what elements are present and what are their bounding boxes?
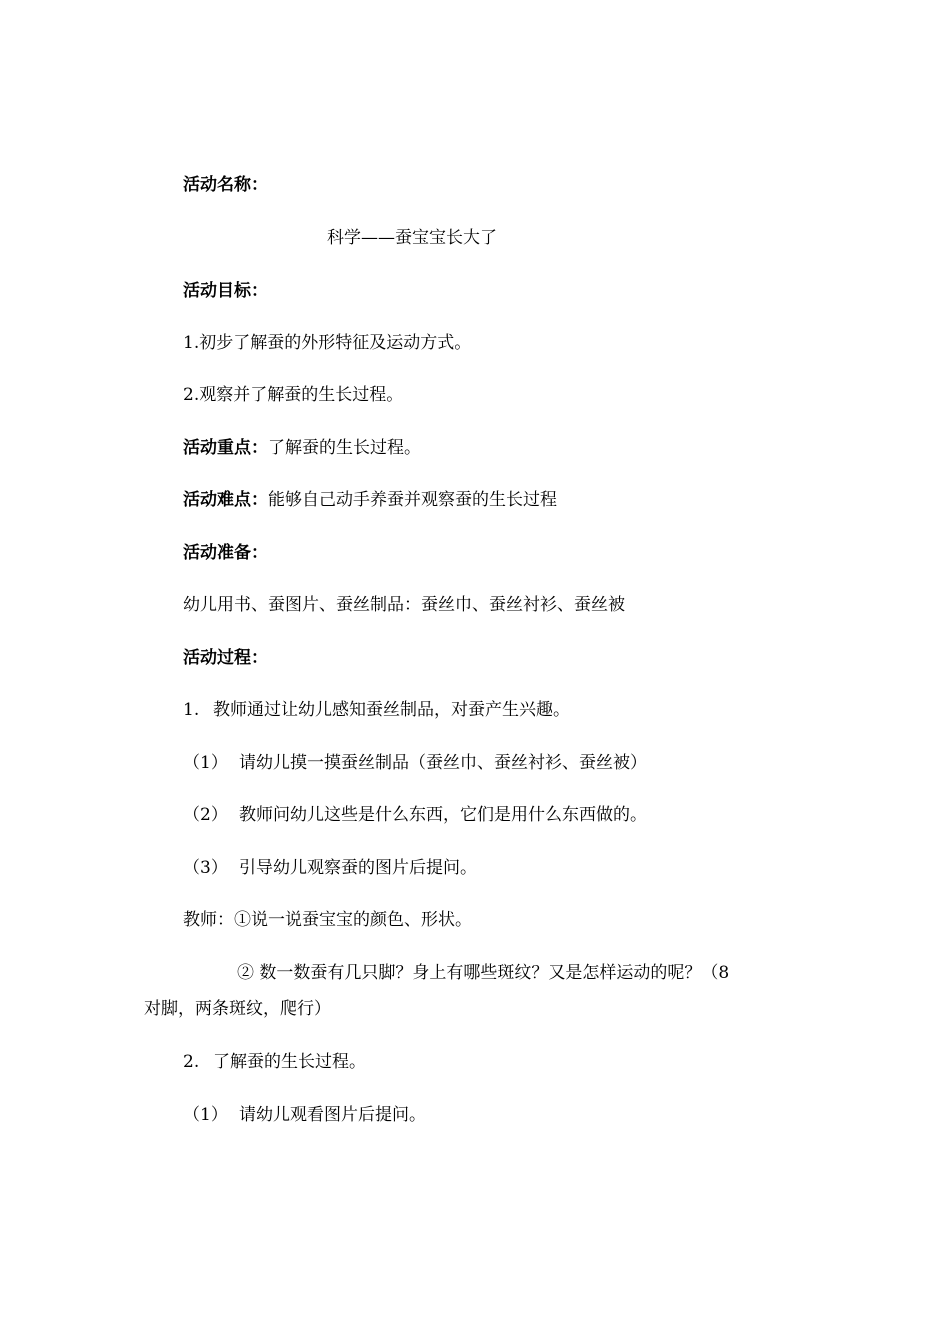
sub-step — [183, 804, 647, 826]
activity-prep-label: 活动准备： — [183, 543, 268, 563]
sub-step-text: 引导幼儿观察蚕的图片后提问。 — [239, 858, 477, 878]
goal-item: 1.初步了解蚕的外形特征及运动方式。 — [183, 333, 472, 353]
key-point-text: 了解蚕的生长过程。 — [268, 438, 421, 458]
activity-prep-text: 幼儿用书、蚕图片、蚕丝制品：蚕丝巾、蚕丝衬衫、蚕丝被 — [183, 595, 625, 615]
process-step — [183, 699, 570, 721]
sub-step-text: 请幼儿摸一摸蚕丝制品（蚕丝巾、蚕丝衬衫、蚕丝被） — [239, 753, 647, 773]
activity-title: 科学——蚕宝宝长大了 — [327, 228, 497, 248]
activity-key-point — [183, 437, 421, 459]
sub-step — [183, 752, 647, 774]
key-point-label: 活动重点： — [183, 438, 268, 458]
step-number: 2. — [183, 1052, 200, 1072]
activity-process-label: 活动过程： — [183, 648, 268, 668]
process-step — [183, 1051, 366, 1073]
step-number: 1. — [183, 700, 200, 720]
sub-step-number: （1） — [183, 1105, 228, 1125]
sub-step-number: （3） — [183, 858, 228, 878]
sub-step — [183, 1104, 426, 1126]
activity-difficulty — [183, 489, 557, 511]
activity-name-label: 活动名称： — [183, 175, 268, 195]
sub-step — [183, 857, 477, 879]
sub-step-text: 请幼儿观看图片后提问。 — [239, 1105, 426, 1125]
teacher-question: ② 数一数蚕有几只脚？身上有哪些斑纹？又是怎样运动的呢？（8 — [237, 963, 730, 983]
teacher-question-continued: 对脚，两条斑纹，爬行） — [144, 999, 331, 1019]
difficulty-label: 活动难点： — [183, 490, 268, 510]
teacher-question: 教师：①说一说蚕宝宝的颜色、形状。 — [183, 910, 472, 930]
goal-item: 2.观察并了解蚕的生长过程。 — [183, 385, 404, 405]
sub-step-number: （1） — [183, 753, 228, 773]
step-text: 了解蚕的生长过程。 — [213, 1052, 366, 1072]
step-text: 教师通过让幼儿感知蚕丝制品，对蚕产生兴趣。 — [213, 700, 570, 720]
difficulty-text: 能够自己动手养蚕并观察蚕的生长过程 — [268, 490, 557, 510]
sub-step-text: 教师问幼儿这些是什么东西，它们是用什么东西做的。 — [239, 805, 647, 825]
activity-goals-label: 活动目标： — [183, 281, 268, 301]
sub-step-number: （2） — [183, 805, 228, 825]
